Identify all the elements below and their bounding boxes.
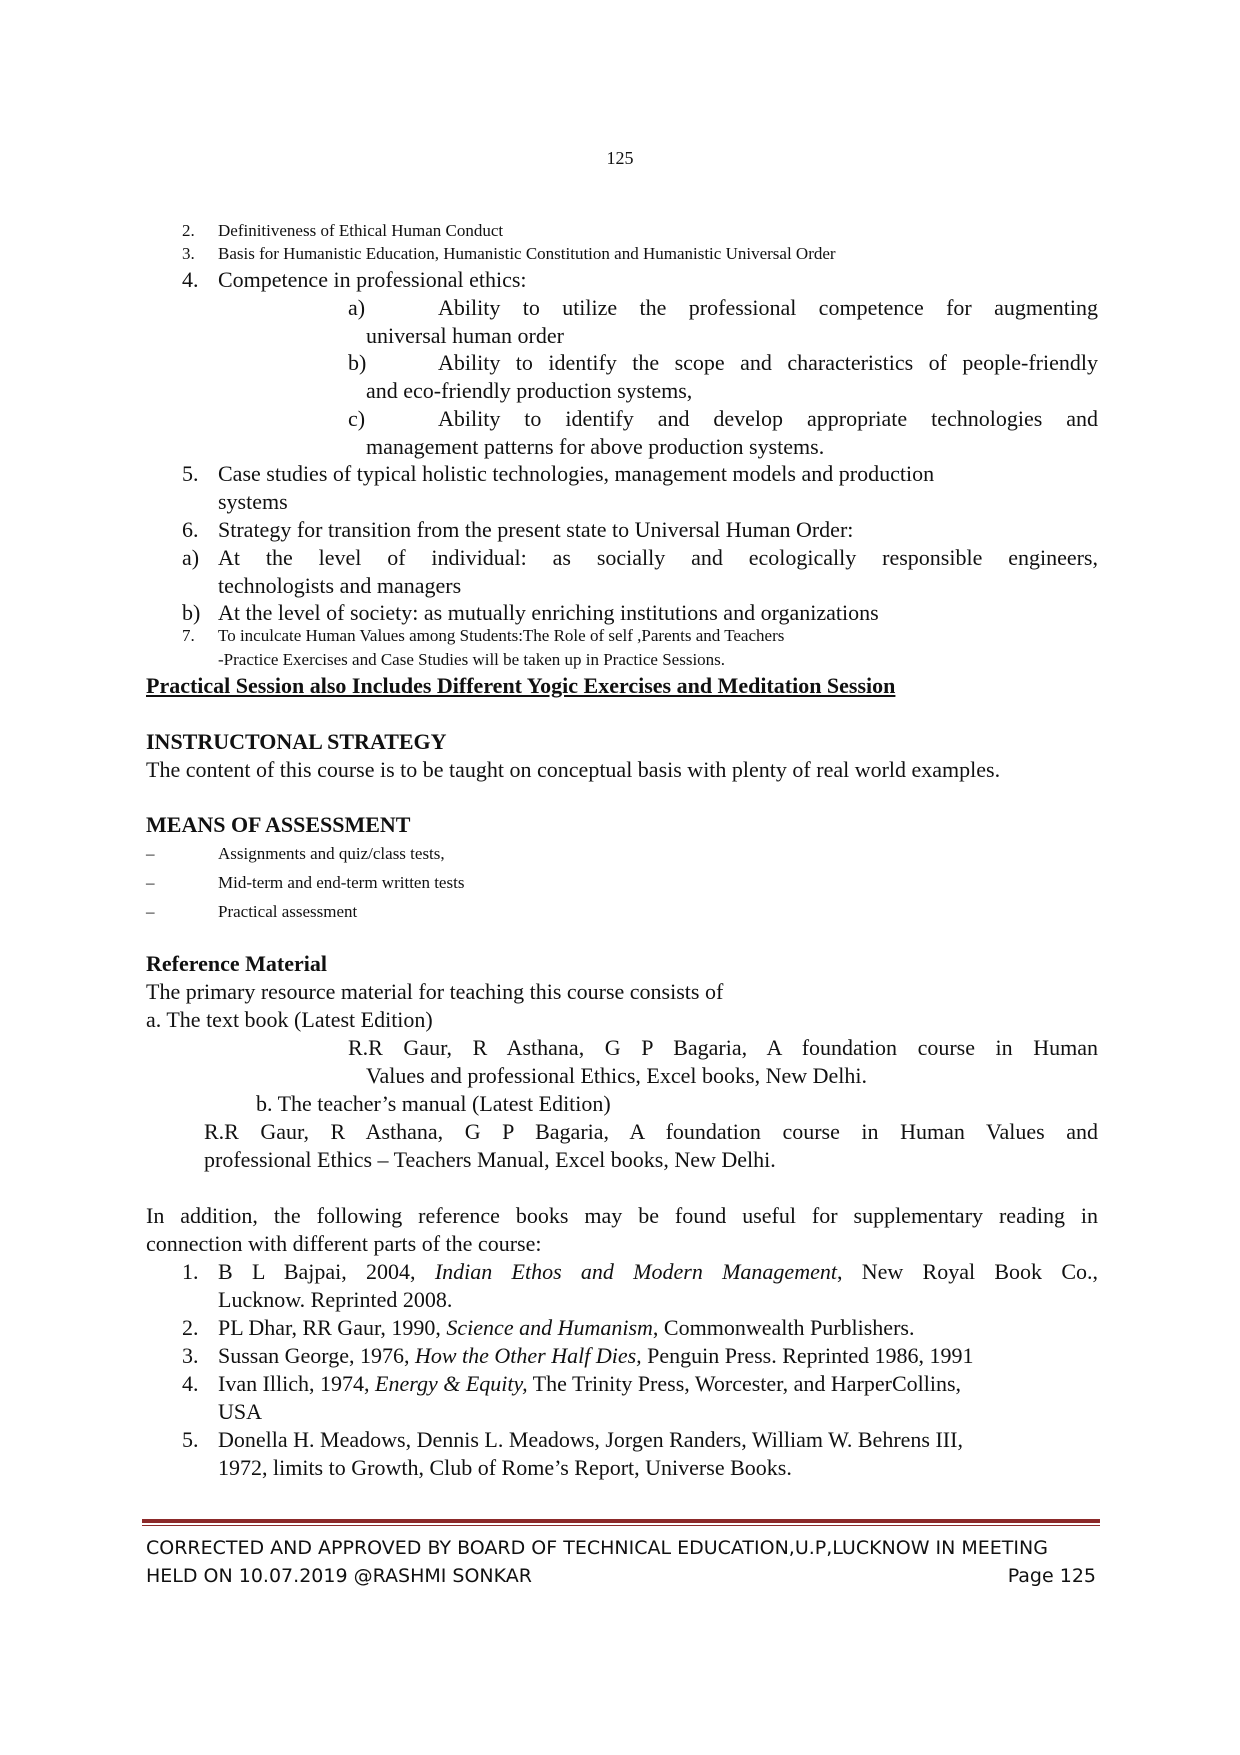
book-number: 1. xyxy=(182,1259,199,1284)
item-3-number: 3. xyxy=(182,244,195,263)
book-entry-line-2: USA xyxy=(218,1399,263,1424)
item-4b-line-1: Ability to identify the scope and characteristics of people-friendly xyxy=(438,350,1098,375)
assessment-heading: MEANS OF ASSESSMENT xyxy=(146,812,411,837)
book-title: Indian Ethos and Modern Management xyxy=(434,1259,837,1284)
item-6a-line-1: At the level of individual: as socially and ecologically responsible engineers, xyxy=(218,545,1098,570)
addition-line-1: In addition, the following reference books may be found useful for supplementary reading in xyxy=(146,1203,1098,1228)
book-entry-line-1: Sussan George, 1976, How the Other Half Dies, Penguin Press. Reprinted 1986, 1991 xyxy=(218,1343,974,1368)
strategy-text: The content of this course is to be taught on conceptual basis with plenty of real world examples. xyxy=(146,757,1001,782)
reference-b-line-2: professional Ethics – Teachers Manual, Excel books, New Delhi. xyxy=(204,1147,776,1172)
addition-line-2: connection with different parts of the course: xyxy=(146,1231,542,1256)
item-3-text: Basis for Humanistic Education, Humanistic Constitution and Humanistic Universal Order xyxy=(218,244,836,263)
strategy-heading: INSTRUCTONAL STRATEGY xyxy=(146,729,447,754)
item-7-number: 7. xyxy=(182,626,195,645)
item-2-text: Definitiveness of Ethical Human Conduct xyxy=(218,221,504,240)
assessment-item: Assignments and quiz/class tests, xyxy=(218,844,445,863)
item-4c-mark: c) xyxy=(348,406,366,431)
item-6-text: Strategy for transition from the present state to Universal Human Order: xyxy=(218,517,854,542)
item-5-line-2: systems xyxy=(218,489,288,514)
item-6b-text: At the level of society: as mutually enriching institutions and organizations xyxy=(218,600,879,625)
assessment-dash: – xyxy=(146,844,155,863)
item-7-line-2: -Practice Exercises and Case Studies will be taken up in Practice Sessions. xyxy=(218,650,726,669)
book-title: Science and Humanism xyxy=(446,1315,653,1340)
item-6a-line-2: technologists and managers xyxy=(218,573,462,598)
footer-rule-thin xyxy=(142,1525,1100,1526)
item-4-text: Competence in professional ethics: xyxy=(218,267,527,292)
assessment-item: Mid-term and end-term written tests xyxy=(218,873,465,892)
item-4a-line-1: Ability to utilize the professional competence for augmenting xyxy=(438,295,1098,320)
reference-intro: The primary resource material for teaching this course consists of xyxy=(146,979,724,1004)
assessment-item: Practical assessment xyxy=(218,902,358,921)
item-4c-line-1: Ability to identify and develop appropriate technologies and xyxy=(438,406,1098,431)
book-entry-line-1: Ivan Illich, 1974, Energy & Equity, The Trinity Press, Worcester, and HarperCollins, xyxy=(218,1371,962,1396)
reference-a-line-2: Values and professional Ethics, Excel books, New Delhi. xyxy=(366,1063,867,1088)
book-number: 4. xyxy=(182,1371,199,1396)
footer-rule-thick xyxy=(142,1519,1100,1523)
reference-a-line-1: R.R Gaur, R Asthana, G P Bagaria, A foundation course in Human xyxy=(348,1035,1098,1060)
book-entry-line-2: Lucknow. Reprinted 2008. xyxy=(218,1287,453,1312)
item-4a-mark: a) xyxy=(348,295,366,320)
item-7-line-1: To inculcate Human Values among Students:The Role of self ,Parents and Teachers xyxy=(218,626,785,645)
footer-approval: HELD ON 10.07.2019 @RASHMI SONKAR xyxy=(146,1565,532,1587)
reference-b-label: b. The teacher’s manual (Latest Edition) xyxy=(256,1091,611,1116)
assessment-dash: – xyxy=(146,873,155,892)
item-5-number: 5. xyxy=(182,461,199,486)
book-title: Energy & Equity, xyxy=(375,1371,528,1396)
book-entry-line-1: Donella H. Meadows, Dennis L. Meadows, Jorgen Randers, William W. Behrens III, xyxy=(218,1427,963,1452)
page-number-top: 125 xyxy=(606,148,634,168)
reference-heading: Reference Material xyxy=(146,951,327,976)
footer-line-2 xyxy=(146,1562,1096,1590)
item-4a-line-2: universal human order xyxy=(366,323,564,348)
book-number: 3. xyxy=(182,1343,199,1368)
book-number: 5. xyxy=(182,1427,199,1452)
reference-b-line-1: R.R Gaur, R Asthana, G P Bagaria, A foundation course in Human Values and xyxy=(204,1119,1098,1144)
item-4b-mark: b) xyxy=(348,350,367,375)
item-5-line-1: Case studies of typical holistic technologies, management models and production xyxy=(218,461,935,486)
book-title: How the Other Half Dies, xyxy=(414,1343,642,1368)
book-entry-line-1: PL Dhar, RR Gaur, 1990, Science and Humanism, Commonwealth Purblishers. xyxy=(218,1315,915,1340)
item-6a-mark: a) xyxy=(182,545,200,570)
footer-line-1: CORRECTED AND APPROVED BY BOARD OF TECHNICAL EDUCATION,U.P,LUCKNOW IN MEETING xyxy=(146,1537,1048,1559)
reference-a-label: a. The text book (Latest Edition) xyxy=(146,1007,433,1032)
item-2-number: 2. xyxy=(182,221,195,240)
assessment-dash: – xyxy=(146,902,155,921)
item-6-number: 6. xyxy=(182,517,199,542)
footer-page-number: Page 125 xyxy=(1007,1565,1096,1587)
book-number: 2. xyxy=(182,1315,199,1340)
item-4-number: 4. xyxy=(182,267,199,292)
item-4c-line-2: management patterns for above production systems. xyxy=(366,434,825,459)
item-4b-line-2: and eco-friendly production systems, xyxy=(366,378,693,403)
practical-session-note: Practical Session also Includes Different Yogic Exercises and Meditation Session xyxy=(146,673,896,698)
item-6b-mark: b) xyxy=(182,600,201,625)
book-entry-line-1: B L Bajpai, 2004, Indian Ethos and Modern Management, New Royal Book Co., xyxy=(218,1259,1098,1284)
book-entry-line-2: 1972, limits to Growth, Club of Rome’s Report, Universe Books. xyxy=(218,1455,792,1480)
